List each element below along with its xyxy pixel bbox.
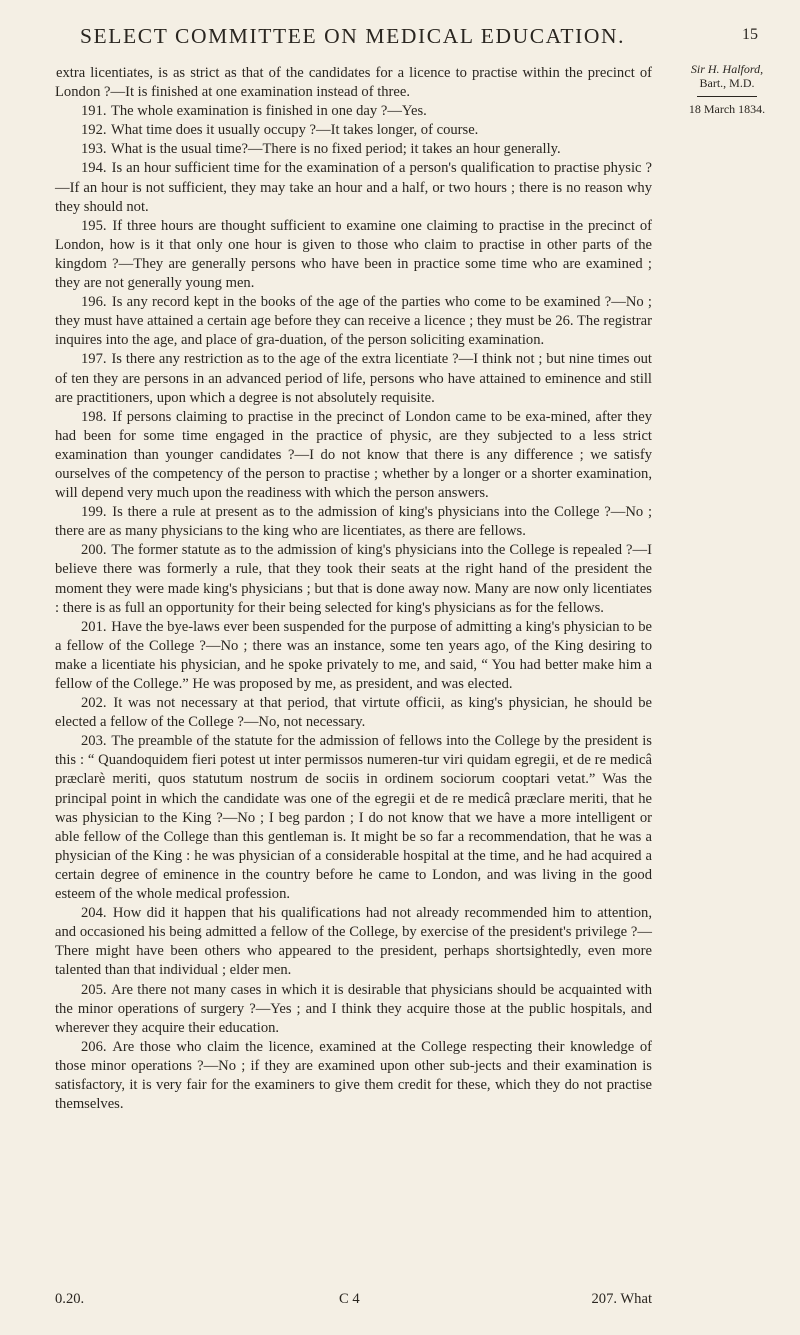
question-number: 202. xyxy=(81,695,107,712)
question-paragraph xyxy=(55,159,652,216)
question-paragraph xyxy=(55,503,652,541)
margin-rule xyxy=(697,96,757,97)
question-number: 201. xyxy=(81,618,107,635)
question-number: 197. xyxy=(81,351,107,368)
question-number: 191. xyxy=(81,103,107,120)
question-text: If persons claiming to practise in the precinct of London came to be exa-mined, after they had been for some time engaged in the practice of physic, are they subjected to a less strict examination than younger candidates ?—I do not know that there is any difference ; we satisfy ourselves of the competency of the person to practise ; whether by a longer or a shorter examination, will depend very much upon the readiness with which the person answers. xyxy=(55,408,652,502)
question-paragraph xyxy=(55,904,652,980)
page-footer xyxy=(55,1291,652,1313)
page-number: 15 xyxy=(742,26,758,43)
printer-signature: 0.20. xyxy=(55,1291,85,1307)
question-paragraph xyxy=(55,618,652,694)
question-number: 196. xyxy=(81,294,107,311)
question-paragraph xyxy=(55,102,652,121)
question-number: 194. xyxy=(81,160,107,177)
question-paragraph xyxy=(55,1038,652,1114)
question-paragraph xyxy=(55,140,652,159)
main-text xyxy=(55,64,652,1114)
margin-note xyxy=(660,62,794,116)
question-text: Is there any restriction as to the age of the extra licentiate ?—I think not ; but nine times out of ten they are persons in an advanced period of life, persons who have attained to eminence and still are practitioners, upon which a degree is not absolutely requisite. xyxy=(55,351,652,406)
catchword: 207. What xyxy=(591,1291,652,1307)
question-text: The whole examination is finished in one day ?—Yes. xyxy=(110,103,427,120)
question-text: extra licentiates, is as strict as that of the candidates for a licence to practise within the precinct of London ?—It is finished at one examination instead of three. xyxy=(55,65,652,101)
question-number: 206. xyxy=(81,1038,107,1055)
witness-degree: Bart., M.D. xyxy=(699,76,755,90)
question-paragraph xyxy=(55,541,652,617)
question-paragraph xyxy=(55,732,652,904)
question-text: Is there a rule at present as to the admission of king's physicians into the College ?—No ; there are as many physicians to the king who are licentiates, as there are fellows. xyxy=(55,504,652,540)
question-number: 205. xyxy=(81,981,107,998)
question-paragraph xyxy=(55,694,652,732)
question-text: The former statute as to the admission of king's physicians into the College is repealed ?—I believe there was formerly a rule, that they took their seats at the right hand of the president the moment they were made king's physicians ; but that is done away now. Many are now only licentiates : there is as full an opportunity for their being selected for king's physicians as for the fellows. xyxy=(55,542,652,616)
question-text: The preamble of the statute for the admission of fellows into the College by the president is this : “ Quandoquidem fieri potest ut inter permissos numeren-tur viri quidam egregii, et de re medicâ præclarè meriti, quos statutum nostrum de sociis in ordinem sociorum cooptari vetat.” Was the principal point in which the candidate was one of the egregii et de re medicâ præclare meriti, that he was physician to the King ?—No ; I beg pardon ; I do not know that we have a more intelligent or able fellow of the College than this gentleman is. It might be so far a recommendation, that he was a physician of the King : he was physician of a considerable hospital at the time, and he had acquired a certain degree of eminence in the country before he came to London, and was living in the good esteem of the whole medical profession. xyxy=(55,733,652,903)
question-number: 193. xyxy=(81,141,107,158)
question-number: 198. xyxy=(81,408,107,425)
question-paragraph xyxy=(55,350,652,407)
question-text: Have the bye-laws ever been suspended for the purpose of admitting a king's physician to be a fellow of the College ?—No ; there was an instance, some ten years ago, of the King desiring to make a licentiate his physician, and he spoke privately to me, and said, “ You had better make him a fellow of the College.” He was proposed by me, as president, and was elected. xyxy=(55,618,652,692)
question-number: 200. xyxy=(81,542,107,559)
running-title: SELECT COMMITTEE ON MEDICAL EDUCATION. xyxy=(80,24,626,48)
question-number: 203. xyxy=(81,733,107,750)
question-paragraph xyxy=(55,408,652,503)
question-text: How did it happen that his qualifications had not already recommended him to attention, and occasioned his being admitted a fellow of the College, by exercise of the president's privilege ?—There might have been others who appeared to the president, perhaps shortsightedly, even more talented than that individual ; elder men. xyxy=(55,905,652,979)
question-paragraph xyxy=(55,981,652,1038)
question-text: Is any record kept in the books of the age of the parties who come to be examined ?—No ; they must have attained a certain age before they can receive a licence ; they must be 26. The registrar inquires into the age, and place of gra-duation, of the person soliciting examination. xyxy=(55,294,652,349)
question-paragraph xyxy=(55,217,652,293)
question-number: 192. xyxy=(81,122,107,139)
question-text: It was not necessary at that period, that virtute officii, as king's physician, he should be elected a fellow of the College ?—No, not necessary. xyxy=(55,695,652,731)
question-number: 204. xyxy=(81,905,107,922)
question-number: 195. xyxy=(81,217,107,234)
signature-mark: C 4 xyxy=(339,1291,360,1307)
question-text: What is the usual time?—There is no fixed period; it takes an hour generally. xyxy=(110,141,561,158)
question-paragraph xyxy=(55,64,652,102)
question-paragraph xyxy=(55,121,652,140)
question-number: 199. xyxy=(81,504,107,521)
question-text: What time does it usually occupy ?—It takes longer, of course. xyxy=(110,122,479,139)
question-text: Are there not many cases in which it is desirable that physicians should be acquainted with the minor operations of surgery ?—Yes ; and I think they acquire those at the public hospitals, and wherever they acquire their education. xyxy=(55,981,652,1036)
question-text: Are those who claim the licence, examined at the College respecting their knowledge of those minor operations ?—No ; if they are examined upon other sub-jects and their examination is satisfactory, it is very fair for the examiners to give them credit for these, which they do not practise themselves. xyxy=(55,1038,652,1113)
page-header xyxy=(52,24,758,56)
question-paragraph xyxy=(55,293,652,350)
question-text: If three hours are thought sufficient to examine one claiming to practise in the precinct of London, how is it that only one hour is given to those who claim to practise in other parts of the kingdom ?—They are generally persons who have been in practice some time who are examined ; they are not generally young men. xyxy=(55,217,652,292)
session-date: 18 March 1834. xyxy=(688,102,766,116)
question-text: Is an hour sufficient time for the examination of a person's qualification to practise physic ?—If an hour is not sufficient, they may take an hour and a half, or two hours ; there is no reason why they should not. xyxy=(55,160,652,215)
witness-name: Sir H. Halford, xyxy=(690,62,764,76)
